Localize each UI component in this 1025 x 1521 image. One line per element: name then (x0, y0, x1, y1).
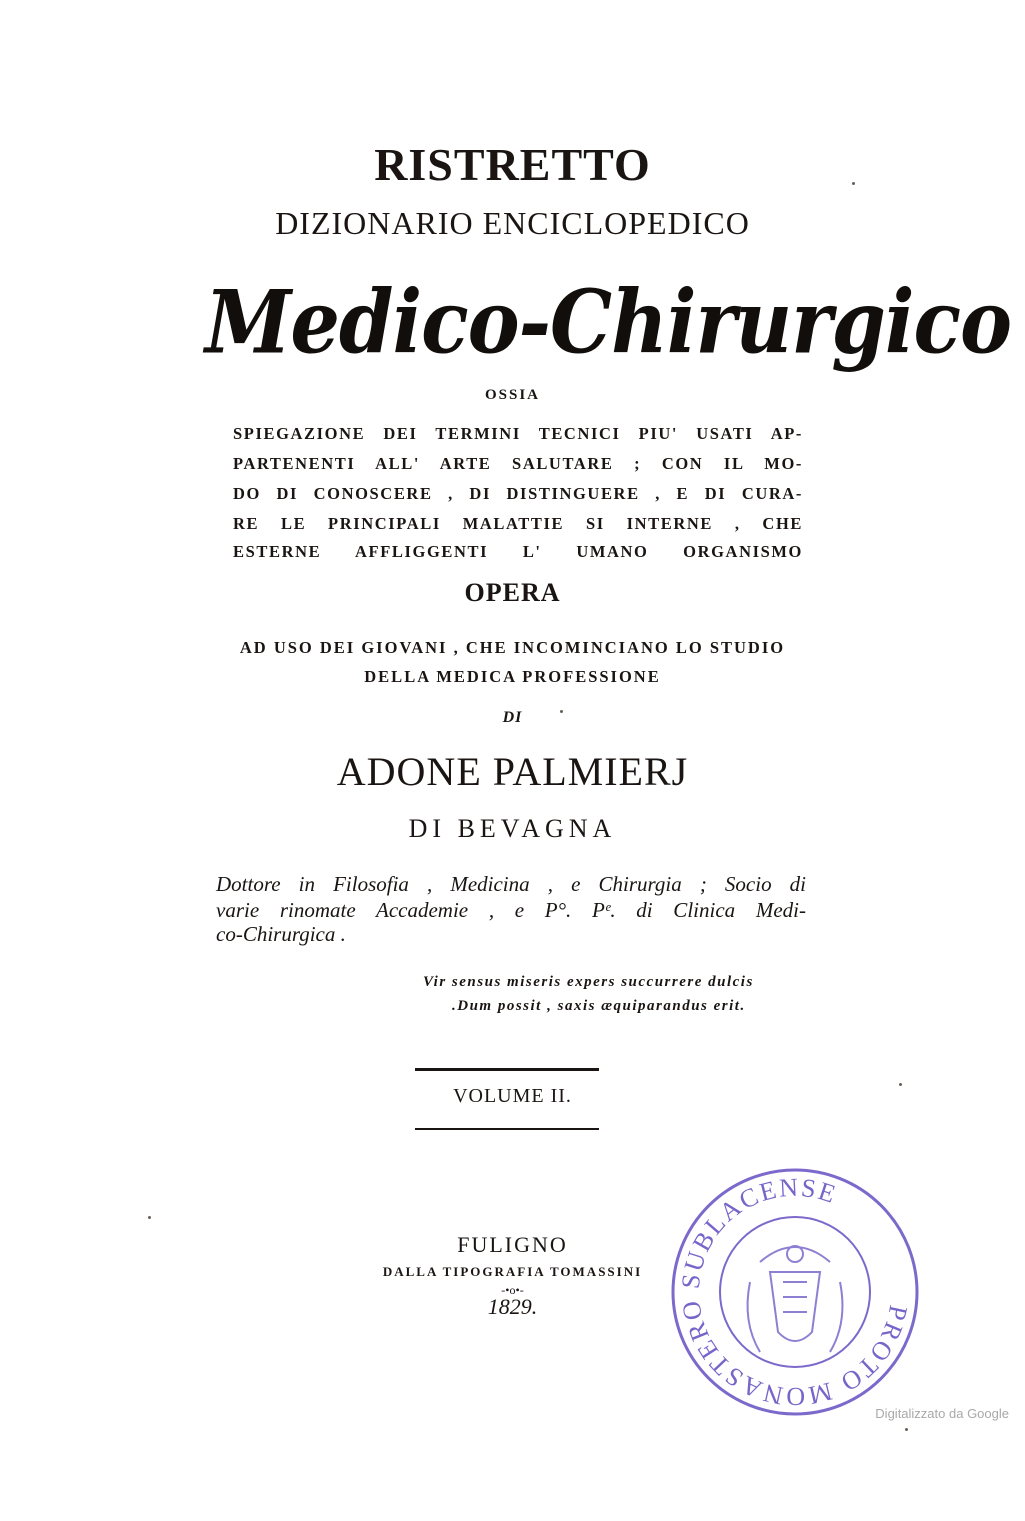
purpose-line: AD USO DEI GIOVANI , CHE INCOMINCIANO LO STUDIO (239, 638, 786, 657)
imprint-year: 1829. (487, 1294, 538, 1319)
paper-speck (148, 1216, 151, 1219)
book-subtitle: DIZIONARIO ENCICLOPEDICO (275, 205, 750, 241)
ossia-label: OSSIA (484, 387, 541, 403)
motto-line: .Dum possit , saxis æquiparandus erit. (452, 998, 746, 1014)
stamp-text: PROTO MONASTERO SUBLACENSE (675, 1172, 914, 1412)
imprint-printer: DALLA TIPOGRAFIA TOMASSINI (382, 1264, 643, 1279)
description-line: DO DI CONOSCERE , DI DISTINGUERE , E DI CURA- (233, 484, 803, 503)
credentials-line: varie rinomate Accademie , e P°. Pᵉ. di Clinica Medi- (216, 898, 806, 922)
subject-heading: Medico-Chirurgico (205, 272, 1012, 374)
credentials-line: Dottore in Filosofia , Medicina , e Chirurgia ; Socio di (216, 872, 806, 896)
author-name: ADONE PALMIERJ (336, 749, 689, 794)
paper-speck (905, 1428, 908, 1431)
description-line: PARTENENTI ALL' ARTE SALUTARE ; CON IL MO- (233, 454, 803, 473)
volume-label: VOLUME II. (453, 1085, 572, 1107)
paper-speck (852, 182, 855, 185)
book-title: RISTRETTO (374, 139, 651, 190)
imprint-ornament: -•o•- (501, 1283, 524, 1297)
opera-label: OPERA (464, 578, 561, 607)
digitization-watermark: Digitalizzato da Google (875, 1406, 1009, 1421)
paper-speck (899, 1083, 902, 1086)
purpose-line: DELLA MEDICA PROFESSIONE (364, 667, 661, 686)
description-line: RE LE PRINCIPALI MALATTIE SI INTERNE , CHE (233, 514, 803, 533)
author-origin: DI BEVAGNA (408, 814, 617, 843)
paper-speck (560, 710, 563, 713)
svg-text:PROTO MONASTERO SUBLACENSE (676, 1173, 913, 1411)
stamp-seal-icon (665, 1162, 925, 1422)
motto-line: Vir sensus miseris expers succurrere dulcis (423, 974, 754, 990)
credentials-line: co-Chirurgica . (216, 922, 346, 946)
library-stamp (665, 1162, 925, 1422)
by-label: DI (502, 709, 523, 726)
description-line: ESTERNE AFFLIGGENTI L' UMANO ORGANISMO (233, 542, 803, 561)
description-line: SPIEGAZIONE DEI TERMINI TECNICI PIU' USATI AP- (233, 424, 803, 443)
imprint-city: FULIGNO (457, 1232, 568, 1257)
rule-bottom (415, 1128, 599, 1130)
rule-top (415, 1068, 599, 1071)
